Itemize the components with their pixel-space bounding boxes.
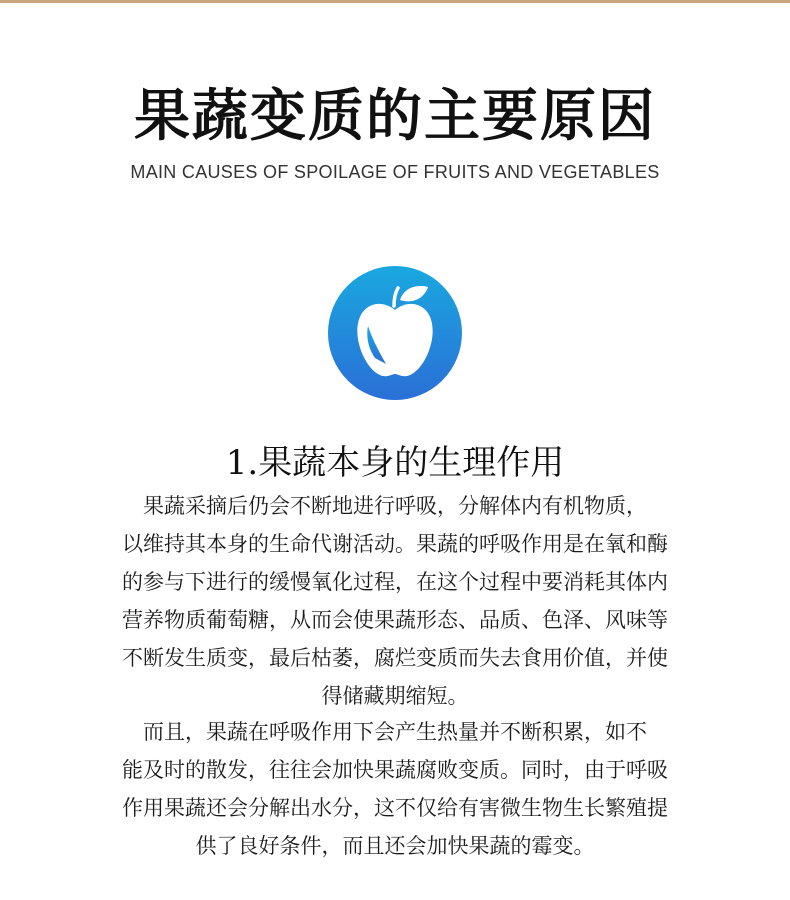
page-subtitle: MAIN CAUSES OF SPOILAGE OF FRUITS AND VEGETABLES [130,162,660,182]
section-heading: 1.果蔬本身的生理作用 [225,443,565,483]
paragraph-2 [0,713,790,865]
paragraph-1 [0,487,790,715]
paragraph-1-line: 以维持其本身的生命代谢活动。果蔬的呼吸作用是在氧和酶 [122,532,668,556]
page-title: 果蔬变质的主要原因 [134,83,656,149]
top-divider [0,0,790,3]
paragraph-2-line: 能及时的散发，往往会加快果蔬腐败变质。同时，由于呼吸 [122,758,668,782]
apple-icon-svg [328,266,462,400]
paragraph-2-line: 而且，果蔬在呼吸作用下会产生热量并不断积累，如不 [143,720,647,744]
paragraph-1-line: 得储藏期缩短。 [321,684,469,708]
apple-icon [328,266,462,400]
paragraph-1-line: 的参与下进行的缓慢氧化过程，在这个过程中要消耗其体内 [122,570,668,594]
paragraph-2-line: 供了良好条件，而且还会加快果蔬的霉变。 [195,834,595,858]
paragraph-1-line: 果蔬采摘后仍会不断地进行呼吸，分解体内有机物质， [143,494,647,518]
paragraph-2-line: 作用果蔬还会分解出水分，这不仅给有害微生物生长繁殖提 [122,796,668,820]
paragraph-1-line: 营养物质葡萄糖，从而会使果蔬形态、品质、色泽、风味等 [122,608,668,632]
paragraph-1-line: 不断发生质变，最后枯萎，腐烂变质而失去食用价值，并使 [122,646,668,670]
